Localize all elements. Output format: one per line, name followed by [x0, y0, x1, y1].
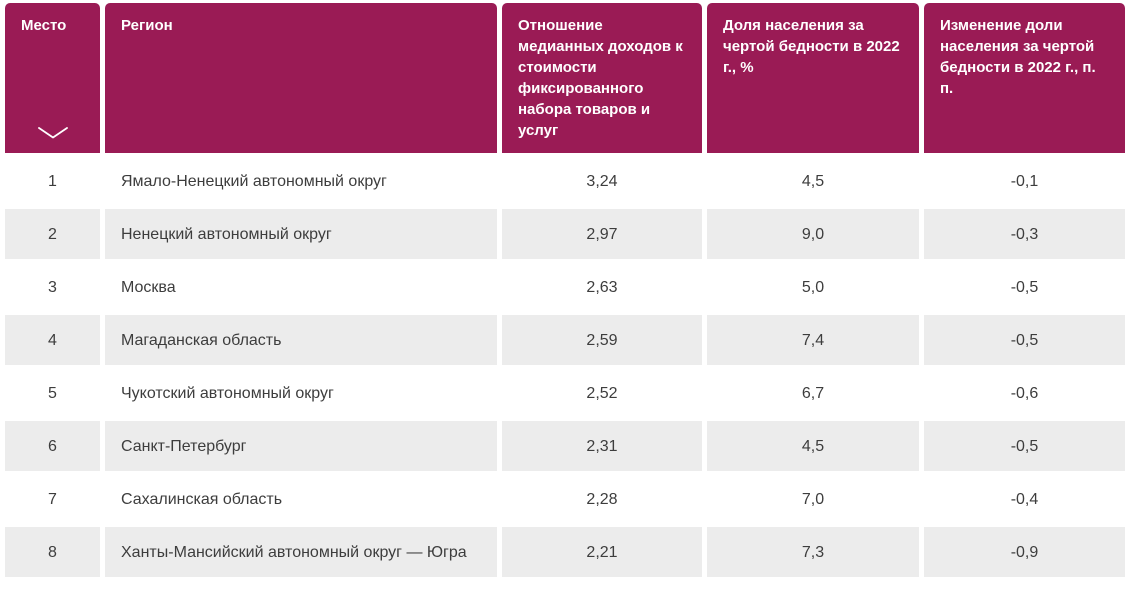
table-body — [5, 156, 1125, 577]
cell-poverty-share: 7,3 — [707, 527, 919, 577]
cell-ratio: 2,52 — [502, 368, 702, 418]
cell-ratio: 2,28 — [502, 474, 702, 524]
cell-change: -0,5 — [924, 421, 1125, 471]
cell-region: Москва — [105, 262, 497, 312]
cell-change: -0,6 — [924, 368, 1125, 418]
cell-change: -0,9 — [924, 527, 1125, 577]
table-header — [5, 3, 1125, 153]
cell-poverty-share: 4,5 — [707, 156, 919, 206]
chevron-down-icon — [38, 127, 68, 139]
cell-ratio: 2,63 — [502, 262, 702, 312]
column-header-region-label: Регион — [121, 17, 173, 34]
column-header-change — [924, 3, 1125, 153]
table-row — [5, 315, 1125, 365]
cell-poverty-share: 4,5 — [707, 421, 919, 471]
column-header-place[interactable] — [5, 3, 100, 153]
column-header-ratio — [502, 3, 702, 153]
cell-region: Ханты-Мансийский автономный округ — Югра — [105, 527, 497, 577]
cell-place: 6 — [5, 421, 100, 471]
cell-ratio: 2,21 — [502, 527, 702, 577]
table-row — [5, 527, 1125, 577]
column-header-region — [105, 3, 497, 153]
cell-place: 1 — [5, 156, 100, 206]
cell-region: Ненецкий автономный округ — [105, 209, 497, 259]
cell-ratio: 2,97 — [502, 209, 702, 259]
cell-region: Чукотский автономный округ — [105, 368, 497, 418]
cell-place: 2 — [5, 209, 100, 259]
table-row — [5, 474, 1125, 524]
cell-poverty-share: 6,7 — [707, 368, 919, 418]
column-header-poverty-share-label: Доля населения за чертой бедности в 2022 г., % — [723, 17, 900, 76]
table-row — [5, 262, 1125, 312]
cell-region: Сахалинская область — [105, 474, 497, 524]
cell-place: 5 — [5, 368, 100, 418]
column-header-place-label: Место — [21, 17, 67, 34]
cell-change: -0,5 — [924, 262, 1125, 312]
cell-region: Санкт-Петербург — [105, 421, 497, 471]
column-header-poverty-share — [707, 3, 919, 153]
cell-ratio: 2,59 — [502, 315, 702, 365]
table-row — [5, 368, 1125, 418]
cell-poverty-share: 7,4 — [707, 315, 919, 365]
cell-place: 8 — [5, 527, 100, 577]
column-header-change-label: Изменение доли населения за чертой бедности в 2022 г., п. п. — [940, 17, 1096, 97]
cell-change: -0,4 — [924, 474, 1125, 524]
table-row — [5, 156, 1125, 206]
cell-ratio: 3,24 — [502, 156, 702, 206]
header-row — [5, 3, 1125, 153]
cell-change: -0,1 — [924, 156, 1125, 206]
cell-poverty-share: 5,0 — [707, 262, 919, 312]
table-row — [5, 421, 1125, 471]
column-header-ratio-label: Отношение медианных доходов к стоимости фиксированного набора товаров и услуг — [518, 17, 683, 139]
cell-change: -0,3 — [924, 209, 1125, 259]
table-row — [5, 209, 1125, 259]
cell-region: Магаданская область — [105, 315, 497, 365]
cell-place: 7 — [5, 474, 100, 524]
cell-poverty-share: 7,0 — [707, 474, 919, 524]
cell-region: Ямало-Ненецкий автономный округ — [105, 156, 497, 206]
cell-ratio: 2,31 — [502, 421, 702, 471]
cell-place: 3 — [5, 262, 100, 312]
cell-change: -0,5 — [924, 315, 1125, 365]
cell-poverty-share: 9,0 — [707, 209, 919, 259]
cell-place: 4 — [5, 315, 100, 365]
